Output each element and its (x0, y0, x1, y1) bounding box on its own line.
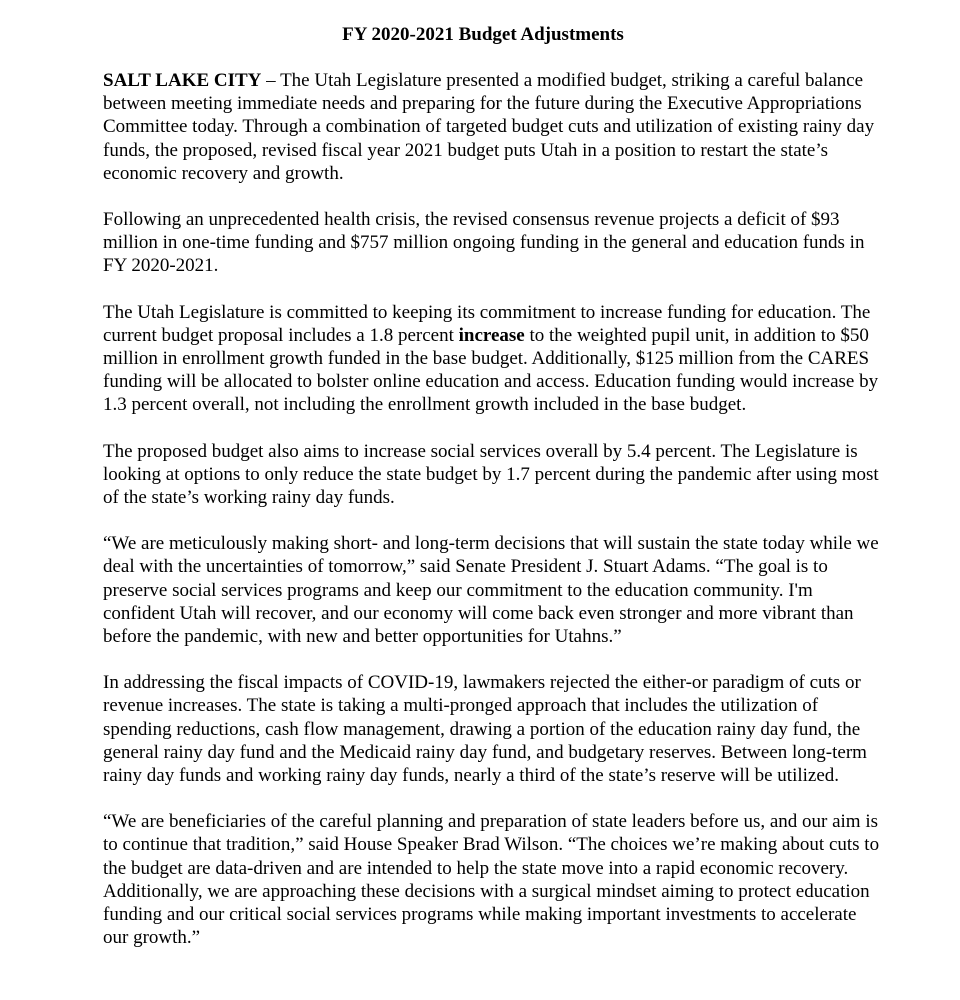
paragraph-intro-text: – The Utah Legislature presented a modified budget, striking a careful balance between meeting immediate needs and preparing for the future during the Executive Appropriations Committee today. Through a combination of targeted budget cuts and utilization of existing rainy day funds, the proposed, revised fiscal year 2021 budget puts Utah in a position to restart the state’s economic recovery and growth. (103, 70, 875, 184)
emphasized-word: increase (458, 324, 525, 346)
paragraph-fiscal-impacts: In addressing the fiscal impacts of COVID-19, lawmakers rejected the either-or paradigm of cuts or revenue increases. The state is taking a multi-pronged approach that includes the utilization of spending reductions, cash flow management, drawing a portion of the education rainy day fund, the general rainy day fund and the Medicaid rainy day fund, and budgetary reserves. Between long-term rainy day funds and working rainy day funds, nearly a third of the state’s reserve will be utilized. (103, 672, 867, 787)
paragraph-quote-wilson: “We are beneficiaries of the careful planning and preparation of state leaders before us, and our aim is to continue that tradition,” said House Speaker Brad Wilson. “The choices we’re making about cuts to the budget are data-driven and are intended to help the state move into a rapid economic recovery. Additionally, we are approaching these decisions with a surgical mindset aiming to protect education funding and our critical social services programs while making important investments to accelerate our growth.” (103, 811, 880, 949)
paragraph-social-services: The proposed budget also aims to increase social services overall by 5.4 percent. The Legislature is looking at options to only reduce the state budget by 1.7 percent during the pandemic after using most of the state’s working rainy day funds. (103, 440, 879, 509)
paragraph-revenue-deficit: Following an unprecedented health crisis, the revised consensus revenue projects a deficit of $93 million in one-time funding and $757 million ongoing funding in the general and education funds in FY 2020-2021. (103, 209, 865, 277)
dateline: SALT LAKE CITY (103, 70, 262, 91)
paragraph-education-funding (103, 301, 885, 417)
paragraph-quote-adams: “We are meticulously making short- and long-term decisions that will sustain the state today while we deal with the uncertainties of tomorrow,” said Senate President J. Stuart Adams. “The goal is to preserve social services programs and keep our commitment to the education community. I'm confident Utah will recover, and our economy will come back even stronger and more vibrant than before the pandemic, with new and better opportunities for Utahns.” (103, 533, 879, 648)
paragraph-intro (103, 69, 885, 185)
document-title: FY 2020-2021 Budget Adjustments (342, 24, 624, 45)
document-body (103, 69, 885, 973)
paragraph-education-text-end: to the weighted pupil unit, in addition to $50 million in enrollment growth funded in the base budget. Additionally, $125 million from the CARES funding will be allocated to bolster online education and access. Education funding would increase by 1.3 percent overall, not including the enrollment growth included in the base budget. (103, 324, 879, 416)
paragraph-education-text-start: The Utah Legislature is committed to keeping its commitment to increase funding for education. The current budget proposal includes a 1.8 percent (103, 301, 871, 346)
